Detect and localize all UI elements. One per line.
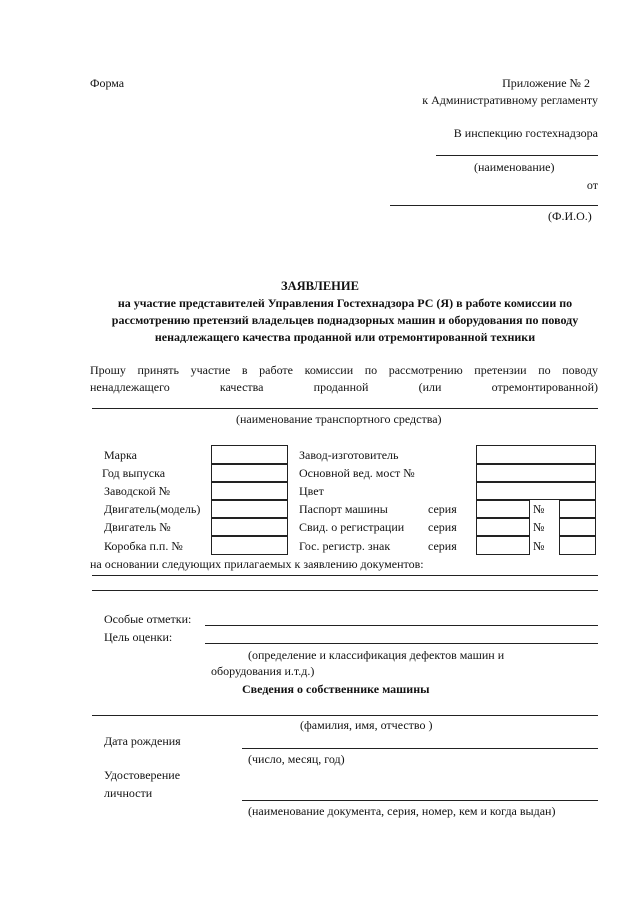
field-label-gearbox: Коробка п.п. № [104,539,183,553]
id-document-line[interactable] [242,800,598,801]
assessment-caption-1: (определение и классификация дефектов машин и [248,648,505,662]
number-label: № [533,502,545,516]
drive-axle-field[interactable] [476,464,596,482]
series-label: серия [428,520,457,534]
assessment-goal-label: Цель оценки: [104,630,173,644]
field-label-make: Марка [104,448,137,462]
form-label: Форма [90,76,125,90]
series-label: серия [428,539,457,553]
field-label-registration: Свид. о регистрации [299,520,405,534]
field-label-color: Цвет [299,484,324,498]
assessment-caption-2: оборудования и.т.д.) [211,664,315,678]
field-label-year: Год выпуска [102,466,166,480]
passport-number-field[interactable] [559,500,596,518]
registration-number-field[interactable] [559,518,596,536]
engine-number-field[interactable] [211,518,288,536]
engine-model-field[interactable] [211,500,288,518]
request-word: качества [219,380,264,394]
year-field[interactable] [211,464,288,482]
birth-date-caption: (число, месяц, год) [248,752,345,766]
assessment-goal-line[interactable] [205,643,598,644]
owner-fio-line[interactable] [92,715,598,716]
number-label: № [533,520,545,534]
request-word: ненадлежащего [90,380,170,394]
applicant-fio-caption: (Ф.И.О.) [548,209,592,223]
id-document-label-1: Удостоверение [104,768,181,782]
make-field[interactable] [211,445,288,464]
inspection-name-line[interactable] [436,155,598,156]
registration-series-field[interactable] [476,518,530,536]
inspection-name-caption: (наименование) [474,160,555,174]
documents-label: на основании следующих прилагаемых к заявлению документов: [90,557,424,571]
owner-section-heading: Сведения о собственнике машины [242,682,430,696]
document-subtitle-2: рассмотрению претензий владельцев поднадзорных машин и оборудования по поводу [111,313,579,327]
request-word: отремонтированной) [491,380,598,394]
request-line-2 [90,380,598,394]
owner-fio-caption: (фамилия, имя, отчество ) [300,718,433,732]
applicant-fio-line[interactable] [390,205,598,206]
special-notes-label: Особые отметки: [104,612,192,626]
field-label-engine-number: Двигатель № [104,520,171,534]
field-label-serial: Заводской № [104,484,171,498]
field-label-manufacturer: Завод-изготовитель [299,448,399,462]
field-label-drive-axle: Основной вед. мост № [299,466,415,480]
manufacturer-field[interactable] [476,445,596,464]
request-word: проданной [313,380,369,394]
documents-line-2[interactable] [92,590,598,591]
plate-series-field[interactable] [476,536,530,555]
id-document-label-2: личности [104,786,153,800]
serial-field[interactable] [211,482,288,500]
vehicle-name-caption: (наименование транспортного средства) [236,412,442,426]
addressee: В инспекцию гостехнадзора [453,126,598,140]
birth-date-line[interactable] [242,748,598,749]
plate-number-field[interactable] [559,536,596,555]
special-notes-line[interactable] [205,625,598,626]
document-title: ЗАЯВЛЕНИЕ [281,279,359,293]
field-label-engine-model: Двигатель(модель) [104,502,201,516]
request-line-1: Прошу принять участие в работе комиссии по рассмотрению претензии по поводу [90,363,598,377]
gearbox-field[interactable] [211,536,288,555]
documents-line-1[interactable] [92,575,598,576]
from-label: от [586,178,598,192]
appendix-line-2: к Административному регламенту [422,93,598,107]
document-subtitle-1: на участие представителей Управления Гостехнадзора РС (Я) в работе комиссии по [117,296,573,310]
request-word: (или [418,380,442,394]
field-label-plate: Гос. регистр. знак [299,539,391,553]
passport-series-field[interactable] [476,500,530,518]
appendix-line-1: Приложение № 2 [502,76,590,90]
id-document-caption: (наименование документа, серия, номер, кем и когда выдан) [248,804,556,818]
vehicle-name-line[interactable] [92,408,598,409]
field-label-passport: Паспорт машины [299,502,388,516]
document-subtitle-3: ненадлежащего качества проданной или отремонтированной техники [154,330,536,344]
number-label: № [533,539,545,553]
color-field[interactable] [476,482,596,500]
birth-date-label: Дата рождения [104,734,181,748]
series-label: серия [428,502,457,516]
